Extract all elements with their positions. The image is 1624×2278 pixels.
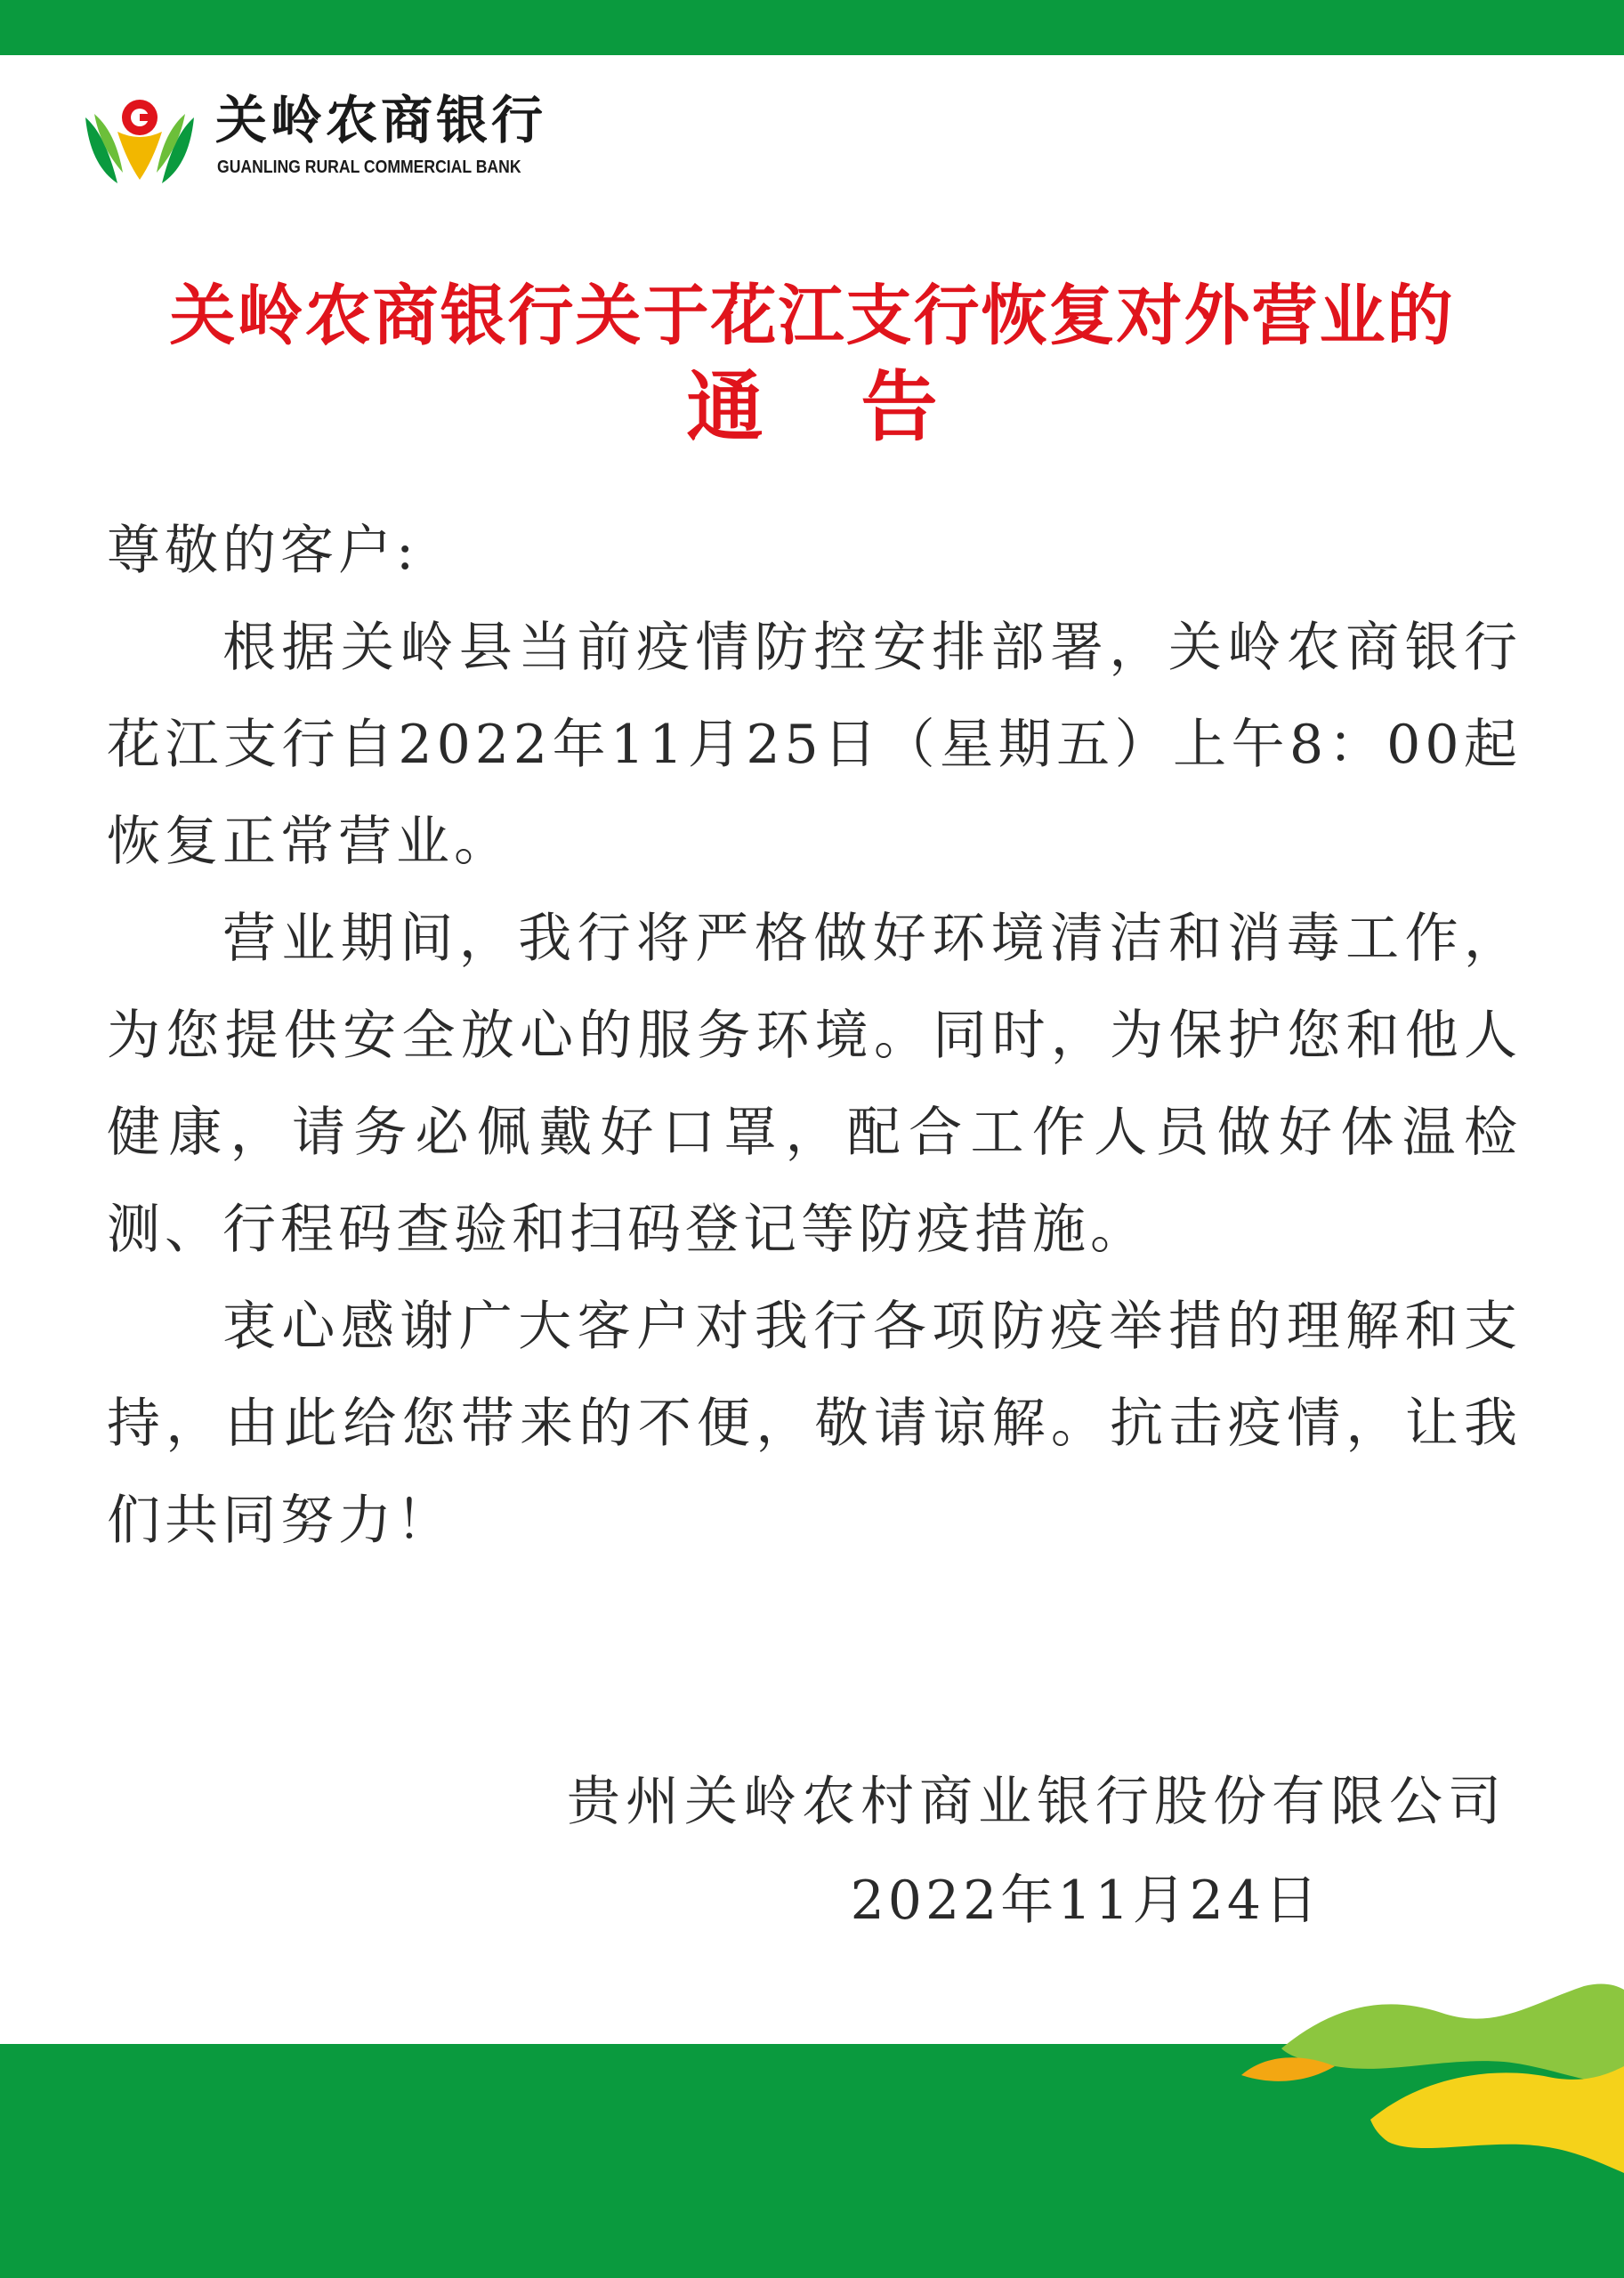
paragraph-reopening: 根据关岭县当前疫情防控安排部署，关岭农商银行花江支行自2022年11月25日（星期五）上午8：00起恢复正常营业。 bbox=[107, 617, 1522, 873]
paragraph-thanks: 衷心感谢广大客户对我行各项防疫举措的理解和支持，由此给您带来的不便，敬请谅解。抗击疫情，让我们共同努力！ bbox=[107, 1296, 1522, 1552]
notice-title: 关岭农商银行关于花江支行恢复对外营业的 bbox=[169, 278, 1455, 354]
notice-title-subtitle: 通告 bbox=[686, 363, 1036, 452]
signature-date: 2022年11月24日 bbox=[850, 1870, 1321, 1932]
bank-name-en: GUANLING RURAL COMMERCIAL BANK bbox=[217, 158, 521, 177]
signature-organization: 贵州关岭农村商业银行股份有限公司 bbox=[567, 1771, 1507, 1833]
bank-logo-icon bbox=[82, 91, 198, 187]
greeting: 尊敬的客户: bbox=[107, 520, 419, 582]
notice-body bbox=[107, 503, 1522, 1570]
bottom-decorative-band bbox=[0, 1977, 1624, 2278]
bank-logo bbox=[82, 91, 580, 190]
paragraph-precautions: 营业期间，我行将严格做好环境清洁和消毒工作，为您提供安全放心的服务环境。同时，为保护您和他人健康，请务必佩戴好口罩，配合工作人员做好体温检测、行程码查验和扫码登记等防疫措施。 bbox=[107, 908, 1522, 1261]
top-green-bar bbox=[0, 0, 1624, 55]
bank-name-cn: 关岭农商银行 bbox=[215, 90, 547, 150]
